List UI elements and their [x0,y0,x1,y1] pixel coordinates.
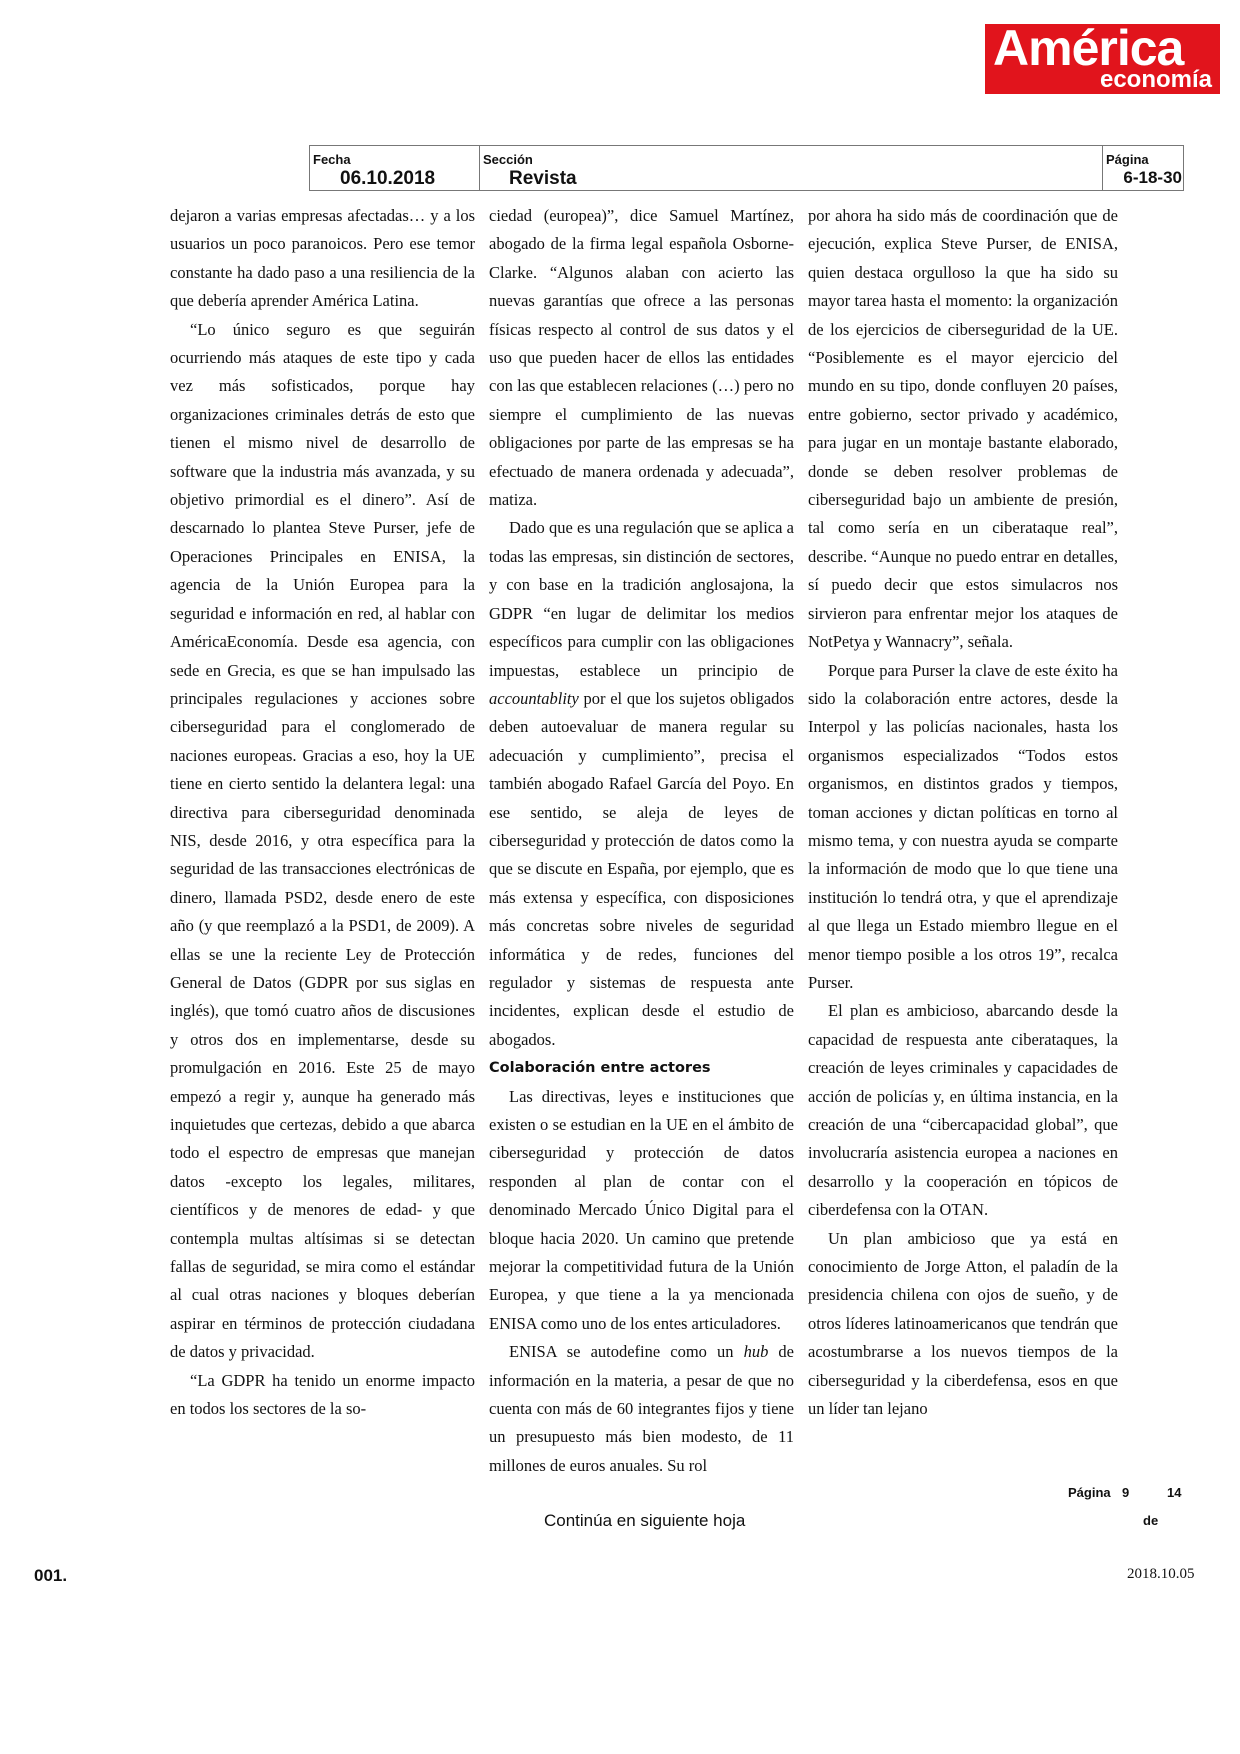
continues-note: Continúa en siguiente hoja [544,1511,746,1530]
paragraph [489,514,794,1054]
paragraph: Las directivas, leyes e instituciones que existen o se estudian en la UE en el ámbito de ciberseguridad y protección de datos responden al plan de contar con el denominado Mercado Único Digital para el bloque hacia 2020. Un camino que pretende mejorar la competitividad futura de la Unión Europea, y que tiene a la ya mencionada ENISA como uno de los entes articuladores. [489,1086,794,1333]
page-number: 9 [1122,1485,1130,1500]
page-of-label: de [1143,1513,1159,1528]
fecha-value: 06.10.2018 [340,168,436,189]
paragraph-text: por el que los sujetos obligados deben autoevaluar de manera regular su adecuación y cumplimiento”, precisa el también abogado Rafael García del Poyo. En ese sentido, se aleja de leyes de ciberseguridad y protección de datos como la que se discute en España, por ejemplo, que es más extensa y específica, con disposiciones más concretas sobre niveles de seguridad informática y de redes, funciones del regulador y sistemas de respuesta ante incidentes, explican desde el estudio de abogados. [489,688,794,1049]
paragraph: Porque para Purser la clave de este éxito ha sido la colaboración entre actores, desde la Interpol y las policías nacionales, hasta los organismos especializados “Todos estos organismos, en distintos grados y tiempos, toman acciones y dictan políticas en torno al mismo tema, y con nuestra ayuda se comparte la información de modo que lo que tiene una institución lo tendrá otra, y que el aprendizaje al que llega un Estado miembro llegue en el menor tiempo posible a los otros 19”, recalca Purser. [808,660,1118,992]
fecha-cell [310,146,478,190]
paragraph: por ahora ha sido más de coordinación que de ejecución, explica Steve Purser, de ENISA, quien destaca orgulloso la que ha sido su mayor tarea hasta el momento: la organización de los ejercicios de ciberseguridad de la UE. “Posiblemente es el mayor ejercicio del mundo en su tipo, donde confluyen 20 países, entre gobierno, sector privado y académico, para jugar en un montaje bastante elaborado, donde se deben resolver problemas de ciberseguridad bajo un ambiente de presión, tal como sería en un ciberataque real”, describe. “Aunque no puedo entrar en detalles, sí puedo decir que estos simulacros nos sirvieron para enfrentar mejor los ataques de NotPetya y Wannacry”, señala. [808,206,1118,652]
paragraph-text: ENISA se autodefine como un [509,1342,744,1362]
emphasis-term: hub [743,1342,769,1362]
document-number: 001. [34,1566,68,1585]
seccion-label: Sección [483,152,533,167]
paragraph: El plan es ambicioso, abarcando desde la capacidad de respuesta ante ciberataques, la creación de leyes criminales y capacidades de acción de policías y, en última instancia, en la creación de una “cibercapacidad global”, que involucraría asistencia europea a naciones en desarrollo y la cooperación en tópicos de ciberdefensa con la OTAN. [808,1001,1118,1220]
article-column-3 [808,202,1118,1423]
paragraph: “Lo único seguro es que seguirán ocurriendo más ataques de este tipo y cada vez más sofisticados, porque hay organizaciones criminales detrás de esto que tienen el mismo nivel de desarrollo de software que la industria más avanzada, y su objetivo primordial es el dinero”. Así de descarnado lo plantea Steve Purser, jefe de Operaciones Principales en ENISA, la agencia de la Unión Europea para la seguridad e información en red, al hablar con AméricaEconomía. Desde esa agencia, con sede en Grecia, es que se han impulsado las principales regulaciones y acciones sobre ciberseguridad para el conglomerado de naciones europeas. Gracias a eso, hoy la UE tiene en cierto sentido la delantera legal: una directiva para ciberseguridad denominada NIS, desde 2016, y otra específica para la seguridad de las transacciones electrónicas de dinero, llamada PSD2, desde enero de este año (y que reemplazó a la PSD1, de 2009). A ellas se une la reciente Ley de Protección General de Datos (GDPR por sus siglas en inglés), que tomó cuatro años de discusiones y otros dos en implementarse, desde su promulgación en 2016. Este 25 de mayo empezó a regir y, aunque ha generado más inquietudes que certezas, debido a que abarca todo el espectro de empresas que manejan datos -excepto los legales, militares, científicos y de menores de edad- y que contempla multas altísimas si se detectan fallas de seguridad, se mira como el estándar al cual otras naciones y bloques deberían aspirar en términos de protección ciudadana de datos y privacidad. [170,319,475,1362]
paragraph: ciedad (europea)”, dice Samuel Martínez, abogado de la firma legal española Osborne-Clarke. “Algunos alaban con acierto las nuevas garantías que ofrece a las personas físicas respecto al control de sus datos y el uso que pueden hacer de ellos las entidades con las que establecen relaciones (…) pero no siempre el cumplimiento de las nuevas obligaciones por parte de las empresas se ha efectuado de manera ordenada y adecuada”, matiza. [489,206,794,510]
article-column-2 [489,202,794,1480]
document-date: 2018.10.05 [1127,1566,1195,1582]
americaeconomia-logo [985,20,1220,94]
logo-line-1: América [993,20,1184,76]
pagina-cell [1102,146,1184,190]
logo-line-2: economía [1099,66,1212,93]
article-column-1 [170,202,475,1423]
paragraph: Un plan ambicioso que ya está en conocimiento de Jorge Atton, el paladín de la presidencia chilena con ojos de sueño, y de otros líderes latinoamericanos que tendrán que acostumbrarse a los nuevos tiempos de la ciberseguridad y la ciberdefensa, esos en que un líder tan lejano [808,1228,1118,1419]
page-total: 14 [1167,1485,1182,1500]
paragraph [489,1338,794,1480]
page-label: Página [1068,1485,1111,1500]
seccion-cell [479,146,1103,190]
paragraph: “La GDPR ha tenido un enorme impacto en todos los sectores de la so- [170,1370,475,1419]
emphasis-term: accountablity [489,688,579,708]
fecha-label: Fecha [313,152,351,167]
pagina-label: Página [1106,152,1149,167]
paragraph-text: de información en la materia, a pesar de que no cuenta con más de 60 integrantes fijos y tiene un presupuesto más bien modesto, de 11 millones de euros anuales. Su rol [489,1342,794,1475]
paragraph: dejaron a varias empresas afectadas… y a los usuarios un poco paranoicos. Pero ese temor constante ha dado paso a una resiliencia de la que debería aprender América Latina. [170,206,475,311]
metadata-table [309,145,1184,191]
paragraph-text: Dado que es una regulación que se aplica a todas las empresas, sin distinción de sectores, y con base en la tradición anglosajona, la GDPR “en lugar de delimitar los medios específicos para cumplir con las obligaciones impuestas, establece un principio de [489,518,794,680]
seccion-value: Revista [509,168,577,189]
pagina-value: 6-18-30 [1123,168,1182,187]
section-heading: Colaboración entre actores [489,1060,711,1077]
